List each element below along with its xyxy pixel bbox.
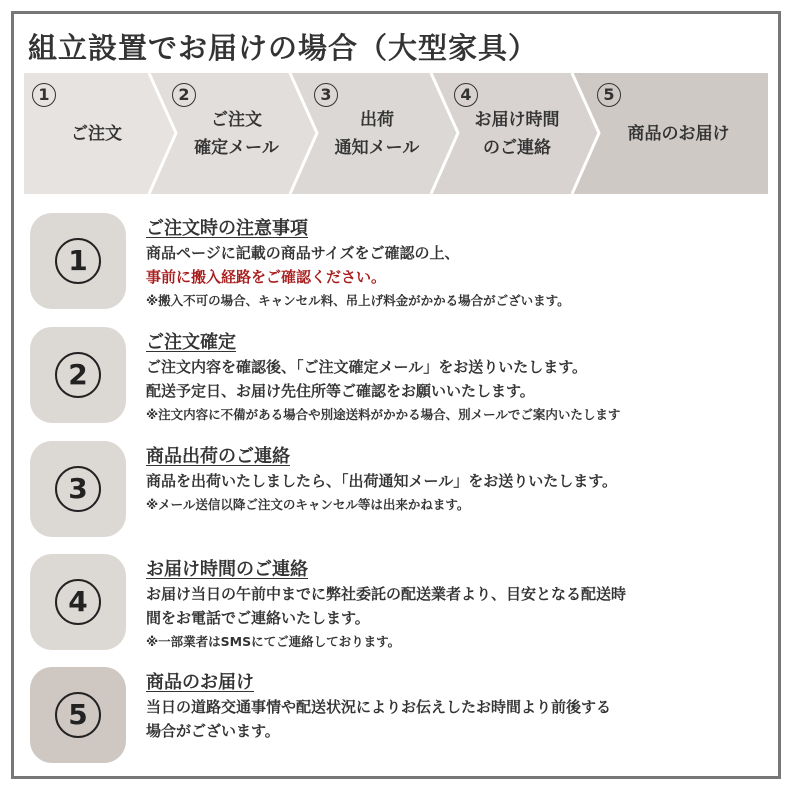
section-body: 商品を出荷いたしましたら、「出荷通知メール」をお送りいたします。 [146, 472, 618, 490]
step-number: 5 [597, 83, 621, 107]
step-label: お届け時間 のご連絡 [474, 109, 560, 158]
section-5 [30, 667, 770, 763]
section-heading: 商品出荷のご連絡 [146, 446, 290, 467]
section-heading: ご注文時の注意事項 [146, 218, 308, 239]
section-note: ※一部業者はSMSにてご連絡しております。 [146, 634, 401, 649]
section-3 [30, 441, 770, 537]
step-number: 3 [314, 83, 338, 107]
step-5 [589, 73, 768, 194]
section-body: 場合がございます。 [146, 722, 280, 740]
step-flow [24, 73, 768, 194]
number-box [30, 441, 126, 537]
section-body: 商品ページに記載の商品サイズをご確認の上、 [146, 244, 460, 262]
section-heading: ご注文確定 [146, 332, 236, 353]
section-heading: 商品のお届け [146, 672, 254, 693]
circled-number: 1 [55, 238, 101, 284]
section-4 [30, 554, 770, 650]
circled-number: 5 [55, 692, 101, 738]
step-number: 4 [454, 83, 478, 107]
step-label: 出荷 通知メール [334, 109, 420, 158]
step-number: 1 [32, 83, 56, 107]
section-body: お届け当日の午前中までに弊社委託の配送業者より、目安となる配送時 [146, 585, 627, 603]
number-box [30, 213, 126, 309]
section-body: 間をお電話でご連絡いたします。 [146, 609, 370, 627]
step-label: ご注文 [71, 123, 122, 144]
section-warning: 事前に搬入経路をご確認ください。 [146, 268, 387, 286]
circled-number: 4 [55, 579, 101, 625]
section-2 [30, 327, 770, 423]
number-box [30, 327, 126, 423]
section-note: ※搬入不可の場合、キャンセル料、吊上げ料金がかかる場合がございます。 [146, 293, 570, 308]
number-box [30, 667, 126, 763]
step-number: 2 [172, 83, 196, 107]
circled-number: 2 [55, 352, 101, 398]
number-box [30, 554, 126, 650]
step-label: ご注文 確定メール [194, 109, 279, 158]
step-2 [164, 73, 309, 194]
section-note: ※メール送信以降ご注文のキャンセル等は出来かねます。 [146, 497, 470, 512]
section-1 [30, 213, 770, 309]
circled-number: 3 [55, 466, 101, 512]
page-title: 組立設置でお届けの場合（大型家具） [28, 31, 539, 65]
section-body: ご注文内容を確認後、「ご注文確定メール」をお送りいたします。 [146, 358, 588, 376]
section-note: ※注文内容に不備がある場合や別途送料がかかる場合、別メールでご案内いたします [146, 407, 621, 422]
section-body: 当日の道路交通事情や配送状況によりお伝えしたお時間より前後する [146, 698, 612, 716]
step-label: 商品のお届け [627, 123, 730, 144]
step-3 [306, 73, 448, 194]
step-4 [446, 73, 588, 194]
section-heading: お届け時間のご連絡 [146, 559, 308, 580]
step-1 [24, 73, 169, 194]
section-body: 配送予定日、お届け先住所等ご確認をお願いいたします。 [146, 382, 535, 400]
